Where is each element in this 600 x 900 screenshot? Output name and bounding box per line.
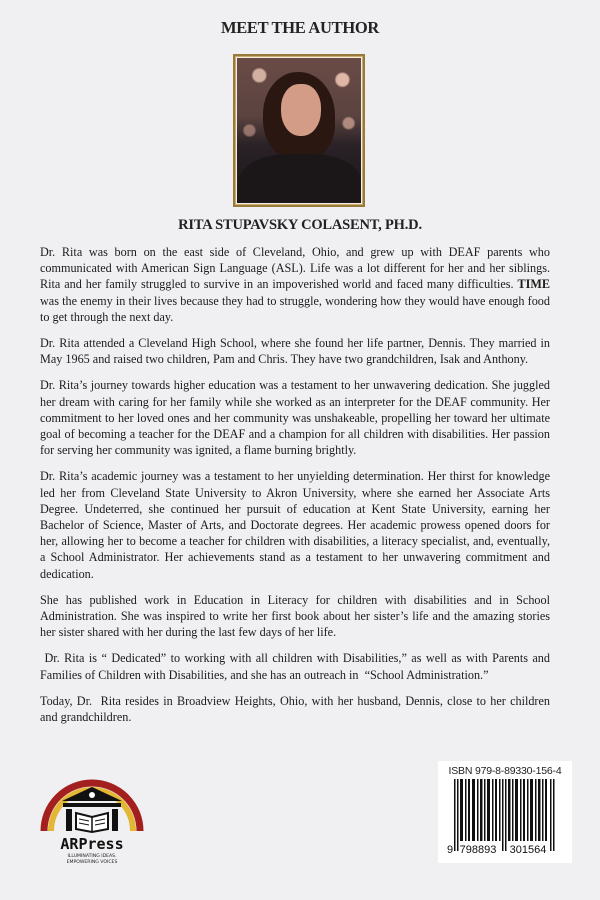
bio-paragraph-1 — [40, 244, 550, 325]
publisher-tagline-1: ILLUMINATING IDEAS. — [67, 854, 117, 859]
isbn-label: ISBN 979-8-89330-156-4 — [448, 765, 562, 777]
author-name: RITA STUPAVSKY COLASENT, PH.D. — [178, 217, 422, 233]
barcode-digits-group-1: 798893 — [459, 844, 497, 856]
author-face — [281, 84, 321, 136]
bio-paragraph-4: Dr. Rita’s academic journey was a testament to her unyielding determination. Her thirst for knowledge led her from Cleveland State University to Akron University, where she earned her Associate Arts Degree. Undeterred, she continued her pursuit of education at Kent State University, earning her Bachelor of Science, Master of Arts, and Doctorate degrees. Her academic prowess opened doors for her, allowing her to become a teacher for children with disabilities, a literacy specialist, and, eventually, a School Administrator. Her achievements stand as a testament to her unwavering commitment and dedication. — [40, 469, 550, 581]
bio-paragraph-2: Dr. Rita attended a Cleveland High School, where she found her life partner, Dennis. They married in May 1965 and raised two children, Pam and Chris. They have two grandchildren, Isak and Anthony. — [40, 336, 550, 367]
bio-emphasis: TIME — [517, 277, 550, 292]
author-body — [239, 154, 361, 203]
bio-text: was the enemy in their lives because they had to struggle, wondering how they would have enough food to get through the next day. — [40, 293, 550, 324]
author-bio — [40, 244, 554, 735]
author-photo — [237, 58, 361, 203]
author-photo-frame — [233, 54, 365, 207]
barcode-digits-group-2: 301564 — [509, 844, 547, 856]
bio-paragraph-6: Dr. Rita is “ Dedicated” to working with all children with Disabilities,” as well as with Parents and Families of Children with Disabilities, and she has an outreach in “School Administration.” — [40, 651, 554, 682]
publisher-name: ARPress — [60, 835, 124, 853]
isbn-barcode-box — [438, 761, 572, 863]
barcode-digit-lead: 9 — [447, 844, 454, 856]
bio-paragraph-7: Today, Dr. Rita resides in Broadview Heights, Ohio, with her husband, Dennis, close to her children and grandchildren. — [40, 693, 554, 725]
publisher-tagline-2: EMPOWERING VOICES — [66, 860, 118, 865]
publisher-logo — [38, 761, 146, 865]
bio-paragraph-3: Dr. Rita’s journey towards higher education was a testament to her unwavering dedication. She juggled her dream with caring for her family while she worked as an interpreter for the DEAF community. Her commitment to her loved ones and her community was unshakeable, propelling her toward her ultimate goal of becoming a teacher for the DEAF and a champion for all children with disabilities. Her passion for serving her community was ignited, a flame burning brightly. — [40, 378, 550, 458]
arpress-logo-icon — [38, 761, 146, 865]
bio-paragraph-5: She has published work in Education in Literacy for children with disabilities and in School Administration. She was inspired to write her first book about her sister’s life and the amazing stories her sister shared with her during the last few days of her life. — [40, 592, 550, 640]
bio-text: Dr. Rita was born on the east side of Cleveland, Ohio, and grew up with DEAF parents who communicated with American Sign Language (ASL). Life was a lot different for her and her siblings. Rita and her family struggled to survive in an impoverished world and faced many difficulties. — [40, 245, 550, 292]
barcode-icon — [444, 779, 566, 863]
section-heading: MEET THE AUTHOR — [220, 18, 380, 37]
